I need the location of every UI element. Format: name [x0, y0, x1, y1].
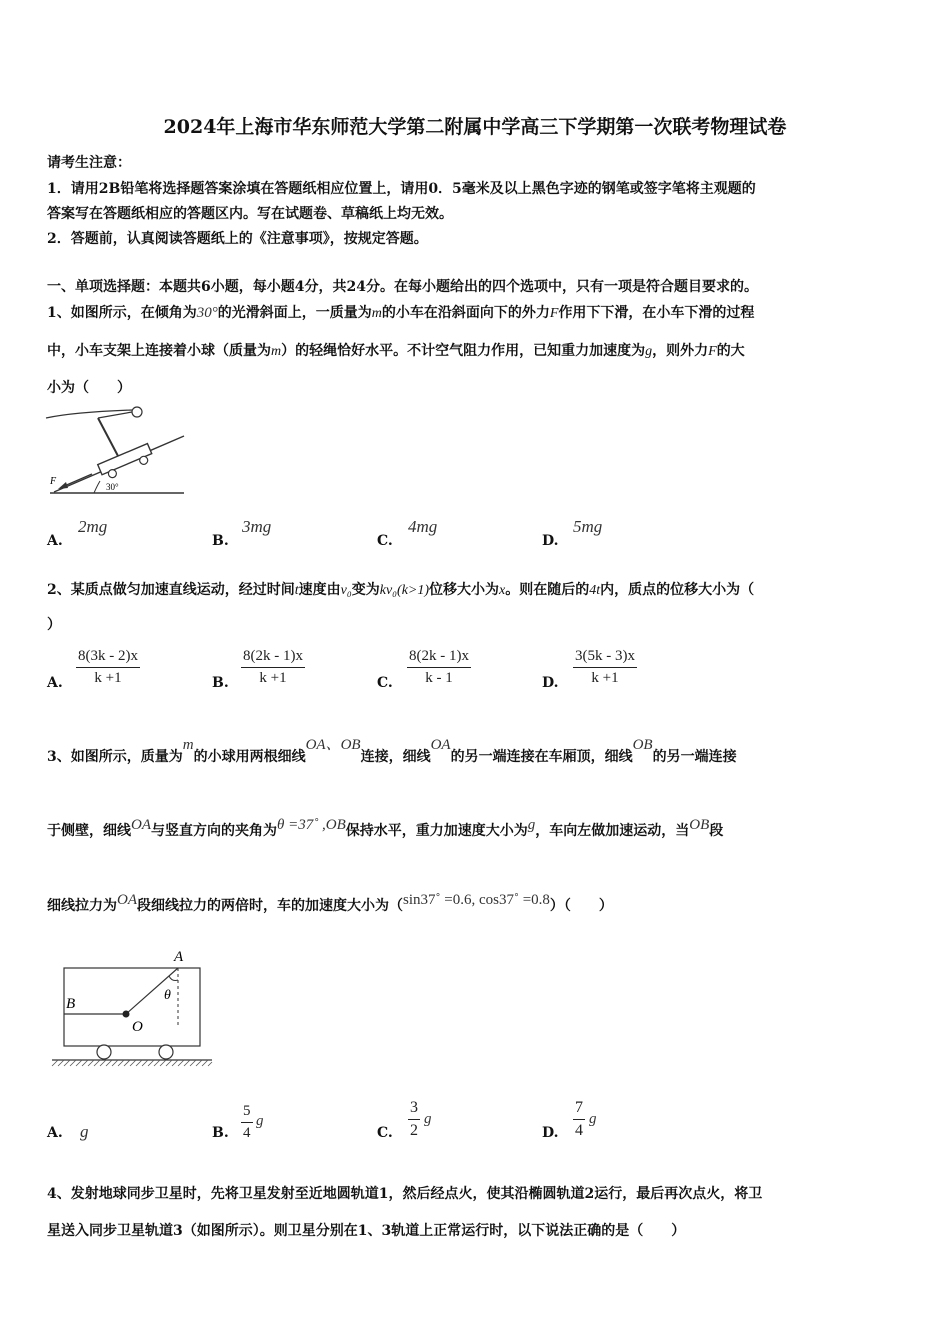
- q3-line-3: 细线拉力为OA段细线拉力的两倍时，车的加速度大小为（sin37˚ =0.6, cos37˚ =0.8）（ ）: [47, 892, 613, 914]
- q4-line-2: 星送入同步卫星轨道3（如图所示）。则卫星分别在1、3轨道上正常运行时，以下说法正确的是（ ）: [47, 1223, 686, 1239]
- notice-line-2: 答案写在答题纸相应的答题区内。写在试题卷、草稿纸上均无效。: [47, 206, 453, 222]
- q2-option-a-denominator: k +1: [94, 670, 122, 686]
- q3-line-1: 3、如图所示，质量为m的小球用两根细线OA、OB连接，细线OA的另一端连接在车厢顶，细线OB的另一端连接: [47, 737, 737, 765]
- q4-line-1: 4、发射地球同步卫星时，先将卫星发射至近地圆轨道1，然后经点火，使其沿椭圆轨道2运行，最后再次点火，将卫: [47, 1186, 763, 1202]
- q3-option-b-numerator: 5: [241, 1103, 253, 1123]
- q2-option-c-denominator: k - 1: [425, 670, 453, 686]
- q1-option-a[interactable]: 2mg: [78, 517, 108, 536]
- q1-option-b[interactable]: 3mg: [242, 517, 272, 536]
- q2-option-a-label[interactable]: A.: [47, 675, 63, 691]
- q3-option-b-g: g: [256, 1113, 264, 1129]
- q1-incline-figure: [44, 404, 186, 496]
- q3-option-c-denominator: 2: [410, 1122, 418, 1139]
- q1-line-3: 小为（ ）: [47, 380, 131, 396]
- q2-option-b-denominator: k +1: [259, 670, 287, 686]
- q3-line-2: 于侧壁，细线OA与竖直方向的夹角为θ =37˚ ,OB保持水平，重力加速度大小为g，车向左做加速运动，当OB段: [47, 817, 724, 839]
- q2-option-c-numerator: 8(2k - 1)x: [407, 648, 471, 668]
- q3-option-a[interactable]: g: [80, 1122, 89, 1141]
- q2-line-2: ）: [47, 617, 61, 633]
- section-heading: 一、单项选择题：本题共6小题，每小题4分，共24分。在每小题给出的四个选项中，只有一项是符合题目要求的。: [47, 279, 758, 295]
- q2-option-b-numerator: 8(2k - 1)x: [241, 648, 305, 668]
- q3-point-a-label: A: [174, 949, 184, 965]
- q2-option-b-fraction[interactable]: [241, 648, 305, 687]
- ground-hatching: [52, 1060, 212, 1066]
- q3-option-d-fraction[interactable]: [573, 1099, 585, 1140]
- q1-option-c-label[interactable]: C.: [377, 533, 393, 549]
- q3-option-c-fraction[interactable]: [408, 1099, 420, 1140]
- notice-line-3: 2．答题前，认真阅读答题纸上的《注意事项》，按规定答题。: [47, 231, 428, 247]
- q1-option-b-label[interactable]: B.: [212, 533, 229, 549]
- q1-line-1: 1、如图所示，在倾角为30°的光滑斜面上，一质量为m的小车在沿斜面向下的外力F作用下下滑，在小车下滑的过程: [47, 305, 755, 321]
- q3-option-a-label[interactable]: A.: [47, 1125, 63, 1141]
- q2-option-c-fraction[interactable]: [407, 648, 471, 687]
- page-title: 2024年上海市华东师范大学第二附属中学高三下学期第一次联考物理试卷: [163, 116, 787, 138]
- q3-cart-figure: [48, 944, 216, 1070]
- q1-angle-label: 30°: [106, 482, 119, 492]
- notice-line-1: 1．请用2B铅笔将选择题答案涂填在答题纸相应位置上，请用0．5毫米及以上黑色字迹的钢笔或签字笔将主观题的: [47, 181, 756, 197]
- q1-line-2: 中，小车支架上连接着小球（质量为m）的轻绳恰好水平。不计空气阻力作用，已知重力加速度为g，则外力F的大: [47, 343, 745, 359]
- q2-option-a-numerator: 8(3k - 2)x: [76, 648, 140, 668]
- q2-option-d-denominator: k +1: [591, 670, 619, 686]
- q2-option-b-label[interactable]: B.: [212, 675, 229, 691]
- q3-option-b-denominator: 4: [243, 1125, 251, 1141]
- q2-option-d-numerator: 3(5k - 3)x: [573, 648, 637, 668]
- q1-option-a-label[interactable]: A.: [47, 533, 63, 549]
- q2-option-d-fraction[interactable]: [573, 648, 637, 687]
- q1-option-d-label[interactable]: D.: [542, 533, 559, 549]
- q3-option-b-label[interactable]: B.: [212, 1125, 229, 1141]
- q3-option-b-fraction[interactable]: [241, 1103, 253, 1142]
- q3-option-d-label[interactable]: D.: [542, 1125, 559, 1141]
- q2-line-1: 2、某质点做匀加速直线运动，经过时间t速度由v₀变为kv₀(k>1)位移大小为x。则在随后的4t内，质点的位移大小为（: [47, 582, 755, 598]
- q3-option-c-numerator: 3: [408, 1099, 420, 1120]
- q3-option-d-denominator: 4: [575, 1122, 583, 1139]
- notice-heading: 请考生注意：: [47, 155, 131, 171]
- q2-option-a-fraction[interactable]: [76, 648, 140, 687]
- q3-theta-label: θ: [164, 988, 171, 1003]
- q2-option-c-label[interactable]: C.: [377, 675, 393, 691]
- q3-option-d-g: g: [589, 1111, 597, 1127]
- q3-point-o-label: O: [132, 1019, 143, 1035]
- q3-option-c-g: g: [424, 1111, 432, 1127]
- q1-option-c[interactable]: 4mg: [408, 517, 438, 536]
- q2-option-d-label[interactable]: D.: [542, 675, 559, 691]
- q1-force-label: F: [50, 476, 57, 487]
- q3-option-c-label[interactable]: C.: [377, 1125, 393, 1141]
- q3-point-b-label: B: [66, 996, 76, 1012]
- q1-option-d[interactable]: 5mg: [573, 517, 603, 536]
- q3-option-d-numerator: 7: [573, 1099, 585, 1120]
